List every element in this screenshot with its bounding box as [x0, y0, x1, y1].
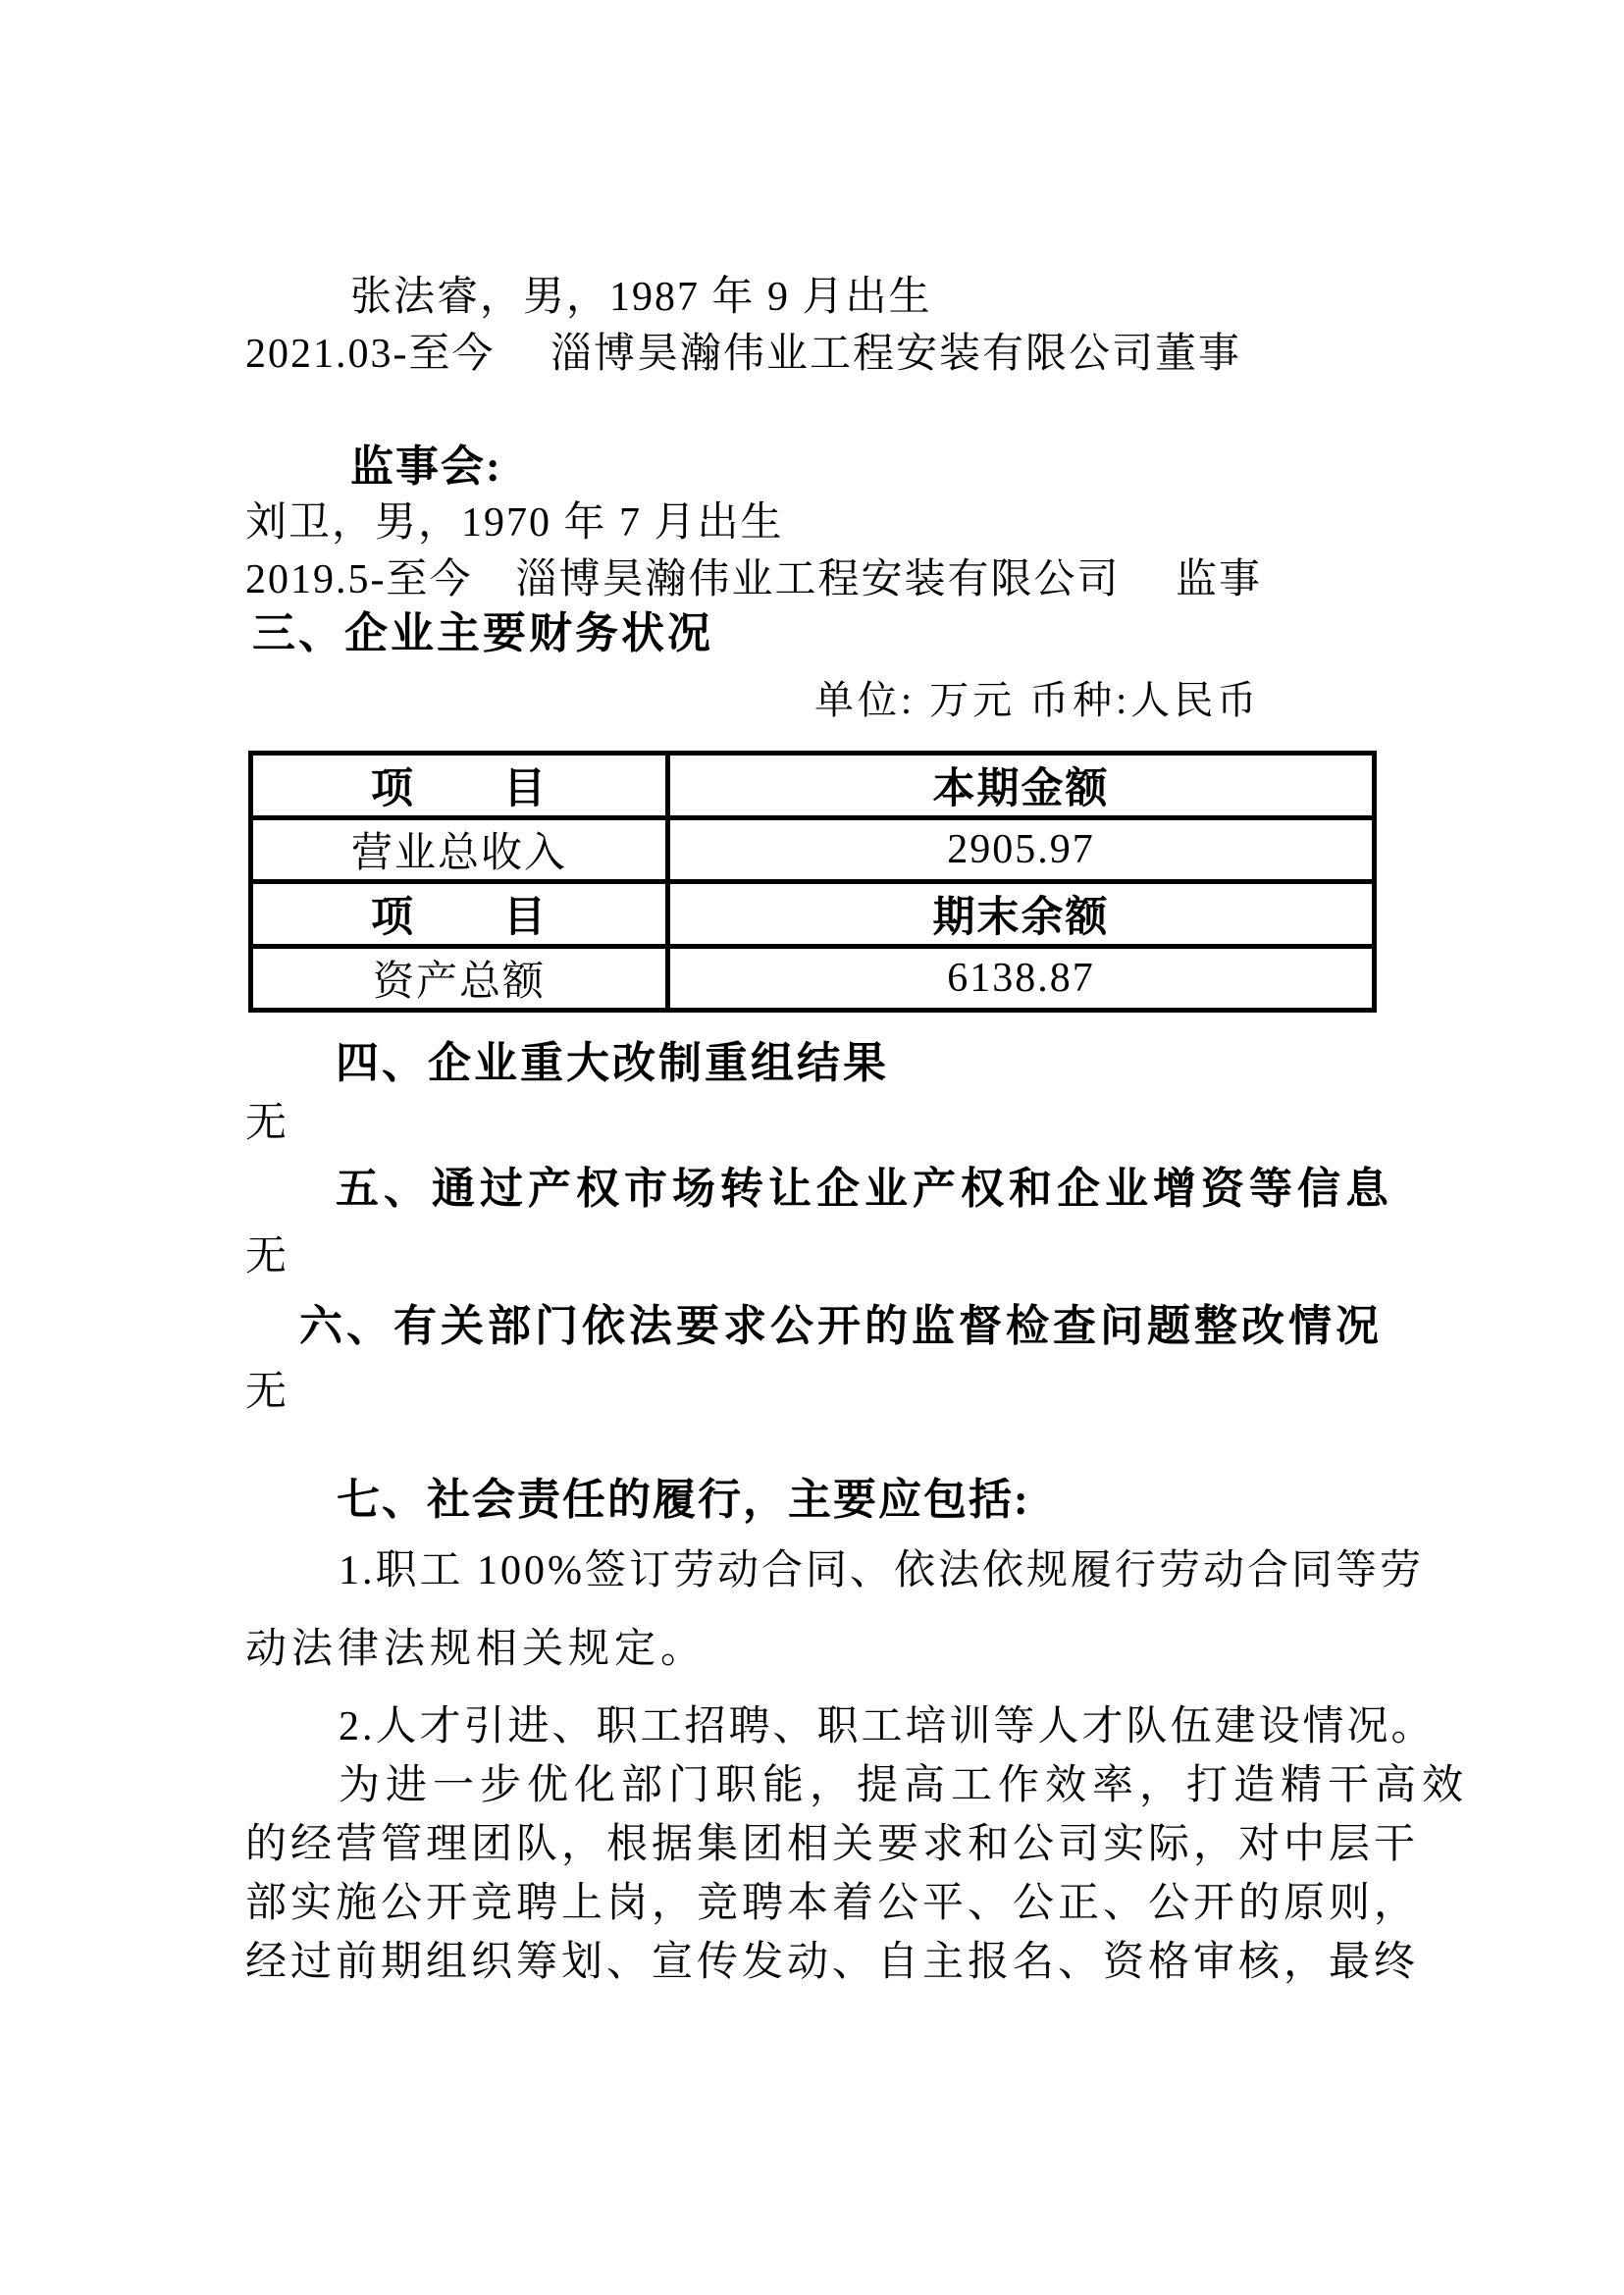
supervisor-bio-line: 刘卫，男，1970 年 7 月出生 [245, 500, 784, 546]
social-paragraph1-line2: 动法律法规相关规定。 [245, 1627, 707, 1672]
section-finance-heading: 三、企业主要财务状况 [252, 609, 713, 657]
table-cell-assets-value: 6138.87 [668, 947, 1375, 1011]
table-row [251, 754, 1375, 818]
social-paragraph3-line3: 部实施公开竞聘上岗，竞聘本着公平、公正、公开的原则， [245, 1881, 1420, 1926]
section-inspection-value: 无 [245, 1370, 289, 1415]
social-paragraph3-line1: 为进一步优化部门职能，提高工作效率，打造精干高效 [339, 1763, 1470, 1808]
table-header-item-2: 项 目 [251, 882, 668, 947]
table-header-item: 项 目 [251, 754, 668, 818]
table-header-current-amount: 本期金额 [668, 754, 1375, 818]
finance-table [248, 751, 1377, 1013]
social-paragraph2-line1: 2.人才引进、职工招聘、职工培训等人才队伍建设情况。 [339, 1704, 1436, 1749]
section-inspection-heading: 六、有关部门依法要求公开的监督检查问题整改情况 [299, 1302, 1383, 1350]
currency-unit-note: 单位: 万元 币种:人民币 [814, 678, 1261, 722]
section-transfer-heading: 五、通过产权市场转让企业产权和企业增资等信息 [336, 1165, 1393, 1213]
table-cell-assets-label: 资产总额 [251, 947, 668, 1011]
table-row [251, 882, 1375, 947]
social-paragraph3-line2: 的经营管理团队，根据集团相关要求和公司实际，对中层干 [245, 1822, 1420, 1867]
section-transfer-value: 无 [245, 1234, 289, 1279]
table-row [251, 947, 1375, 1011]
section-restructure-heading: 四、企业重大改制重组结果 [336, 1039, 889, 1087]
social-paragraph1-line1: 1.职工 100%签订劳动合同、依法依规履行劳动合同等劳 [339, 1548, 1424, 1593]
section-restructure-value: 无 [245, 1101, 289, 1146]
table-header-ending-balance: 期末余额 [668, 882, 1375, 947]
supervisory-board-heading: 监事会: [350, 443, 502, 491]
table-row [251, 818, 1375, 882]
section-social-heading: 七、社会责任的履行，主要应包括: [337, 1476, 1030, 1524]
social-paragraph3-line4: 经过前期组织筹划、宣传发动、自主报名、资格审核，最终 [245, 1940, 1420, 1985]
table-cell-revenue-label: 营业总收入 [251, 818, 668, 882]
table-cell-revenue-value: 2905.97 [668, 818, 1375, 882]
supervisor-tenure-line: 2019.5-至今 淄博昊瀚伟业工程安装有限公司 监事 [245, 557, 1262, 602]
director-bio-line: 张法睿，男，1987 年 9 月出生 [350, 275, 932, 320]
director-tenure-line: 2021.03-至今 淄博昊瀚伟业工程安装有限公司董事 [245, 332, 1241, 377]
